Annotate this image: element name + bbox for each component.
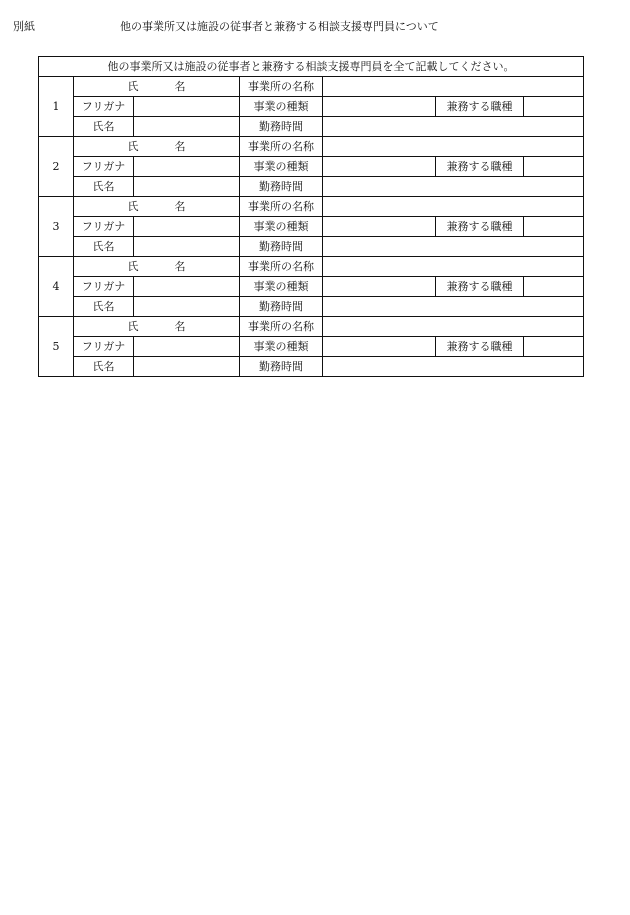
work-hours-field[interactable] <box>323 237 584 257</box>
business-type-field[interactable] <box>323 97 436 117</box>
name-header-b: 名 <box>174 319 186 333</box>
concurrent-job-label: 兼務する職種 <box>436 277 524 297</box>
work-hours-field[interactable] <box>323 357 584 377</box>
office-name-label: 事業所の名称 <box>240 77 323 97</box>
furigana-field[interactable] <box>134 337 240 357</box>
concurrent-job-field[interactable] <box>524 277 584 297</box>
office-name-field[interactable] <box>323 137 584 157</box>
concurrent-job-field[interactable] <box>524 157 584 177</box>
business-type-label: 事業の種類 <box>240 157 323 177</box>
staff-table <box>38 56 584 377</box>
work-hours-field[interactable] <box>323 177 584 197</box>
name-header <box>74 197 240 217</box>
name-field[interactable] <box>134 237 240 257</box>
entry-number: 3 <box>39 197 74 257</box>
office-name-field[interactable] <box>323 317 584 337</box>
entry-number: 5 <box>39 317 74 377</box>
furigana-field[interactable] <box>134 277 240 297</box>
business-type-label: 事業の種類 <box>240 217 323 237</box>
furigana-label: フリガナ <box>74 277 134 297</box>
office-name-field[interactable] <box>323 197 584 217</box>
entry-row-furigana <box>39 277 584 297</box>
furigana-label: フリガナ <box>74 157 134 177</box>
entry-row-furigana <box>39 97 584 117</box>
furigana-label: フリガナ <box>74 337 134 357</box>
business-type-field[interactable] <box>323 157 436 177</box>
furigana-label: フリガナ <box>74 97 134 117</box>
entry-row-name-header <box>39 317 584 337</box>
work-hours-label: 勤務時間 <box>240 237 323 257</box>
office-name-label: 事業所の名称 <box>240 317 323 337</box>
concurrent-job-label: 兼務する職種 <box>436 97 524 117</box>
entry-row-name-header <box>39 137 584 157</box>
concurrent-job-label: 兼務する職種 <box>436 217 524 237</box>
name-header-b: 名 <box>174 79 186 93</box>
entry-row-name <box>39 177 584 197</box>
staff-table-body <box>39 57 584 377</box>
document-title: 他の事業所又は施設の従事者と兼務する相談支援専門員について <box>120 20 439 33</box>
entry-row-name-header <box>39 197 584 217</box>
furigana-label: フリガナ <box>74 217 134 237</box>
instruction-text: 他の事業所又は施設の従事者と兼務する相談支援専門員を全て記載してください。 <box>39 57 584 77</box>
name-header <box>74 317 240 337</box>
furigana-field[interactable] <box>134 217 240 237</box>
office-name-label: 事業所の名称 <box>240 137 323 157</box>
work-hours-field[interactable] <box>323 297 584 317</box>
business-type-field[interactable] <box>323 277 436 297</box>
entry-row-furigana <box>39 337 584 357</box>
work-hours-label: 勤務時間 <box>240 357 323 377</box>
name-header-a: 氏 <box>127 139 139 153</box>
name-label: 氏名 <box>74 117 134 137</box>
business-type-label: 事業の種類 <box>240 277 323 297</box>
name-header-a: 氏 <box>127 319 139 333</box>
business-type-label: 事業の種類 <box>240 337 323 357</box>
office-name-field[interactable] <box>323 77 584 97</box>
concurrent-job-field[interactable] <box>524 337 584 357</box>
entry-number: 4 <box>39 257 74 317</box>
office-name-field[interactable] <box>323 257 584 277</box>
document-label: 別紙 <box>13 20 35 33</box>
entry-row-furigana <box>39 217 584 237</box>
entry-row-name <box>39 237 584 257</box>
entry-number: 2 <box>39 137 74 197</box>
business-type-field[interactable] <box>323 337 436 357</box>
entry-row-name <box>39 297 584 317</box>
furigana-field[interactable] <box>134 157 240 177</box>
name-field[interactable] <box>134 297 240 317</box>
name-label: 氏名 <box>74 357 134 377</box>
name-label: 氏名 <box>74 297 134 317</box>
name-header-a: 氏 <box>127 259 139 273</box>
concurrent-job-field[interactable] <box>524 217 584 237</box>
name-label: 氏名 <box>74 237 134 257</box>
furigana-field[interactable] <box>134 97 240 117</box>
entry-row-name-header <box>39 257 584 277</box>
work-hours-field[interactable] <box>323 117 584 137</box>
name-header <box>74 257 240 277</box>
name-header-b: 名 <box>174 139 186 153</box>
name-header <box>74 77 240 97</box>
concurrent-job-label: 兼務する職種 <box>436 337 524 357</box>
name-header <box>74 137 240 157</box>
name-header-b: 名 <box>174 199 186 213</box>
entry-row-name-header <box>39 77 584 97</box>
entry-row-name <box>39 117 584 137</box>
work-hours-label: 勤務時間 <box>240 117 323 137</box>
name-field[interactable] <box>134 117 240 137</box>
entry-row-furigana <box>39 157 584 177</box>
concurrent-job-field[interactable] <box>524 97 584 117</box>
business-type-field[interactable] <box>323 217 436 237</box>
business-type-label: 事業の種類 <box>240 97 323 117</box>
work-hours-label: 勤務時間 <box>240 297 323 317</box>
instruction-row <box>39 57 584 77</box>
entry-row-name <box>39 357 584 377</box>
concurrent-job-label: 兼務する職種 <box>436 157 524 177</box>
name-header-a: 氏 <box>127 199 139 213</box>
office-name-label: 事業所の名称 <box>240 257 323 277</box>
entry-number: 1 <box>39 77 74 137</box>
name-header-a: 氏 <box>127 79 139 93</box>
name-header-b: 名 <box>174 259 186 273</box>
name-field[interactable] <box>134 357 240 377</box>
office-name-label: 事業所の名称 <box>240 197 323 217</box>
name-label: 氏名 <box>74 177 134 197</box>
name-field[interactable] <box>134 177 240 197</box>
work-hours-label: 勤務時間 <box>240 177 323 197</box>
